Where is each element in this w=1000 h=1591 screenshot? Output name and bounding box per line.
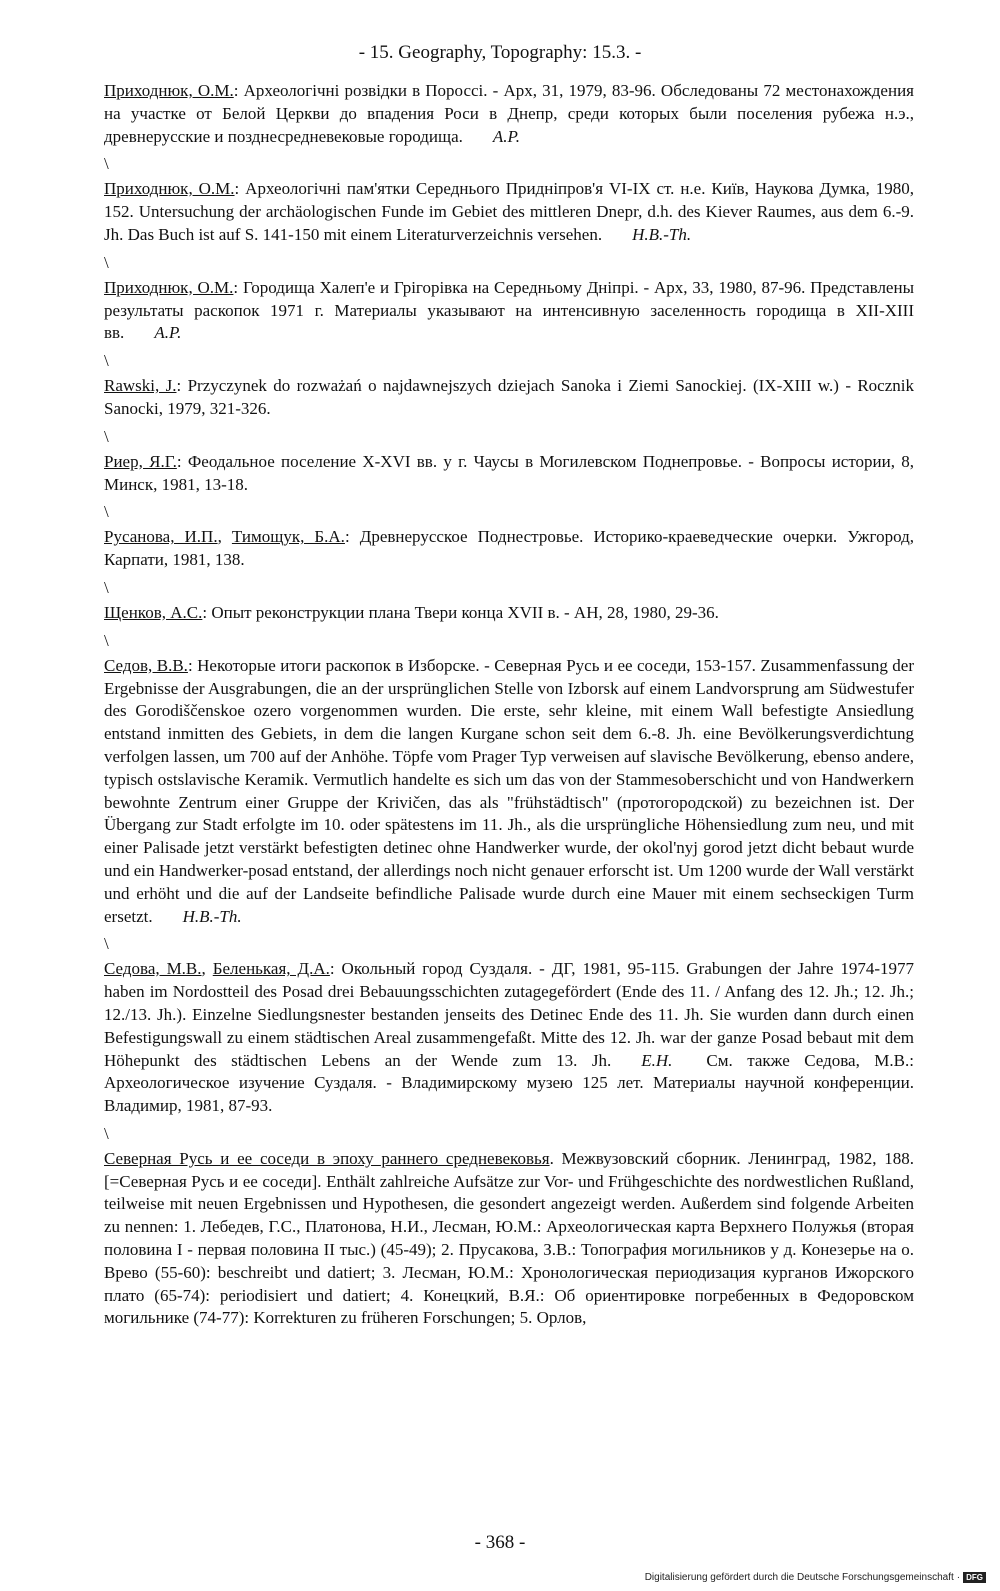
bibliography-entry [104, 602, 914, 625]
page-header: - 15. Geography, Topography: 15.3. - [358, 42, 642, 63]
entry-author: Тимощук, Б.А. [231, 527, 345, 547]
bibliography-entry: Седова, М.В., Беленькая, Д.А.: Окольный город Суздаля. - ДГ, 1981, 95-115. Grabungen der Jahre 1974-1977 haben im Nordostteil des Posad drei Bebauungsschichten zutagegefördert (Ende des 11. / Anfang des 12. Jh.; 12. Jh.; 12./13. Jh.). Einzelne Siedlungsnester bestanden jenseits des Detinec Ende des 11. Jh. Sie wurden dann durch einen Befestigungswall zu einem städtischen Areal zusammengefaßt. Mitte des 12. Jh. war der ganze Posad bebaut mit dem Höhepunkt des städtischen Lebens an der Wende zum 13. Jh. E.H. См. также Седова, М.В.: Археологическое изучение Суздаля. - Владимирскому музею 125 лет. Материалы научной конференции. Владимир, 1981, 87-93. [104, 959, 915, 1116]
reviewer-initials: A.P. [492, 126, 520, 146]
entry-separator: : [234, 179, 240, 199]
entry-separator: : [233, 81, 239, 100]
entry-divider: \ [104, 577, 109, 597]
reviewer-initials: H.B.-Th. [182, 906, 242, 926]
entry-text: Окольный город Суздаля. - ДГ, 1981, 95-115. Grabungen der Jahre 1974-1977 haben im Nordostteil des Posad drei Bebauungsschichten zutagegefördert (Ende des 11. / Anfang des 12. Jh.; 12. Jh.; 12./13. Jh.). Einzelne Siedlungsnester bestanden jenseits des Detinec Ende des 11. Jh. Sie wurden dann durch einen Befestigungswall zu einem städtischen Areal zusammengefaßt. Mitte des 12. Jh. war der ganze Posad bebaut mit dem Höhepunkt des städtischen Lebens an der Wende zum 13. Jh. [104, 959, 915, 1070]
entry-author: Беленькая, Д.А. [212, 959, 330, 979]
entry-text: Опыт реконструкции плана Твери конца XVII в. - АН, 28, 1980, 29-36. [207, 602, 719, 622]
entry-author: Приходнюк, О.М. [104, 277, 234, 297]
entry-separator: : [344, 527, 350, 547]
entry-divider: \ [104, 154, 109, 174]
entry-divider: \ [104, 630, 109, 650]
bibliography-entry [104, 655, 914, 929]
entry-author: Приходнюк, О.М. [104, 179, 235, 199]
bibliography-entry [104, 178, 914, 246]
entry-see-also: См. также Седова, М.В.: Археологическое изучение Суздаля. - Владимирскому музею 125 лет. Материалы научной конференции. Владимир, 1981, 87-93. [104, 1050, 914, 1116]
entry-separator: : [329, 959, 335, 979]
entry-text: Археологiчнi розвiдки в Поросci. - Арх, 31, 1979, 83-96. Обследованы 72 местонахождения на участке от Белой Церкви до впадения Роси в Днепр, среди которых были поселения рубежа н.э., древнерусские и позднесредневековые городища. [104, 81, 914, 146]
entry-separator: : [176, 451, 182, 471]
entry-text: Городища Халеп'е и Грiгорiвка на Середньому Днiпрi. - Арх, 33, 1980, 87-96. Представлены результаты раскопок 1971 г. Материалы указывают на интенсивную заселенность городища в XII-XIII вв. [104, 277, 914, 343]
entry-author: Северная Русь и ее соседи в эпоху раннего средневековья [104, 1148, 550, 1168]
bibliography-entry [104, 80, 914, 148]
entry-text: Археологiчнi пам'ятки Середнього Приднiпров'я VI-IX ст. н.е. Київ, Наукова Думка, 1980, 152. Untersuchung der archäologischen Funde im Gebiet des mittleren Dnepr, d.h. des Kiever Raumes, aus dem 6.-9. Jh. Das Buch ist auf S. 141-150 mit einem Literaturverzeichnis versehen. [104, 179, 914, 244]
entry-author: Седов, В.В. [104, 655, 188, 675]
bibliography-entry [104, 451, 914, 497]
entry-text: Przyczynek do rozważań o najdawnejszych dziejach Sanoka i Ziemi Sanockiej. (IX-XIII w.) - Rocznik Sanocki, 1979, 321-326. [104, 376, 914, 418]
entry-text: Древнерусское Поднестровье. Историко-краеведческие очерки. Ужгород, Карпати, 1981, 138. [104, 527, 914, 570]
entry-author: Седова, М.В. [104, 959, 202, 979]
entry-author: Приходнюк, О.М. [104, 81, 234, 100]
entry-author: Русанова, И.П. [104, 527, 218, 547]
entry-separator: : [176, 376, 182, 396]
entry-separator: : [202, 602, 208, 622]
page-number: - 368 - [474, 1532, 526, 1553]
entry-separator: : [187, 655, 193, 675]
entry-divider: \ [104, 934, 109, 954]
bibliography-entry [104, 375, 914, 421]
dfg-logo: DFG [963, 1572, 986, 1583]
bibliography-entry [104, 277, 914, 345]
entry-author: Щенков, А.С. [104, 602, 203, 622]
entry-separator: : [233, 277, 239, 297]
reviewer-initials: E.H. [641, 1050, 673, 1070]
bibliography-entries [104, 80, 914, 1336]
entry-text: Некоторые итоги раскопок в Изборске. - Северная Русь и ее соседи, 153-157. Zusammenfassung der Ergebnisse der Ausgrabungen, die an der ursprünglichen Stelle von Izborsk auf einem Landvorsprung am Südwestufer des Gorodiščenskoe ozero vorgenommen wurden. Die erste, sehr kleine, mit einem Wall befestigte Ansiedlung entstand inmitten des Gebiets, in dem die langen Kurgane schon seit dem 6.-8. Jh. eine Bevölkerungsverdichtung verfolgen lassen, um 700 auf der Anhöhe. Töpfe vom Prager Typ verweisen auf slavische Bevölkerung, ebenso andere, typisch ostslavische Keramik. Vermutlich handelte es sich um das von der Stammesoberschicht und von Handwerkern bewohnte Zentrum einer Gruppe der Krivičen, das als "frühstädtisch" (протогородской) zu bezeichnen ist. Der Übergang zur Stadt erfolgte im 10. oder spätestens im 11. Jh., als die ursprüngliche Höhensiedlung zum neu, und mit einer Palisade jetzt verstärkt befestigten detinec ohne Handwerker wurde, der okol'nyj gorod jetzt dicht bebaut wurde und ein Handwerker-posad entstand, der allerdings noch nicht genauer erforscht ist. Um 1200 wurde der Wall verstärkt und erhöht und die auf der Landseite befindliche Palisade wurde durch eine Mauer mit einem sechseckigen Turm ersetzt. [104, 655, 914, 926]
entry-separator: . [549, 1148, 554, 1168]
entry-divider: \ [104, 502, 109, 522]
entry-text: Межвузовский сборник. Ленинград, 1982, 188. [=Северная Русь и ее соседи]. Enthält zahlreiche Aufsätze zur Vor- und Frühgeschichte des nordwestlichen Rußland, teilweise mit neuen Ergebnissen und Hypothesen, die gesondert angezeigt werden. Außerdem sind folgende Arbeiten zu nennen: 1. Лебедев, Г.С., Платонова, Н.И., Лесман, Ю.М.: Археологическая карта Верхнего Полужья (вторая половина I - первая половина II тыс.) (45-49); 2. Прусакова, З.В.: Топография могильников у д. Конезерье на о. Врево (55-60): beschreibt und datiert; 3. Лесман, Ю.М.: Хронологическая периодизация курганов Ижорского плато (65-74): periodisiert und datiert; 4. Конецкий, В.Я.: Об ориентировке погребенных в Федоровском могильнике (74-77): Korrekturen zu früheren Forschungen; 5. Орлов, [104, 1148, 914, 1328]
reviewer-initials: A.P. [154, 323, 182, 343]
entry-author: Rawski, J. [104, 376, 177, 396]
entry-divider: \ [104, 351, 109, 371]
reviewer-initials: H.B.-Th. [632, 224, 692, 244]
entry-divider: \ [104, 252, 109, 272]
entry-divider: \ [104, 426, 109, 446]
bibliography-entry [104, 1148, 914, 1330]
bibliography-entry: Русанова, И.П., Тимощук, Б.А.: Древнерусское Поднестровье. Историко-краеведческие очерки. Ужгород, Карпати, 1981, 138. [104, 527, 914, 570]
entry-divider: \ [104, 1123, 109, 1143]
entry-author: Риер, Я.Г. [104, 451, 177, 471]
entry-text: Феодальное поселение X-XVI вв. у г. Чаусы в Могилевском Поднепровье. - Вопросы истории, 8, Минск, 1981, 13-18. [104, 451, 914, 494]
digitization-note: Digitalisierung gefördert durch die Deutsche Forschungsgemeinschaft [644, 1572, 954, 1583]
digitization-credit: Digitalisierung gefördert durch die Deutsche Forschungsgemeinschaft · DFG [645, 1572, 986, 1583]
